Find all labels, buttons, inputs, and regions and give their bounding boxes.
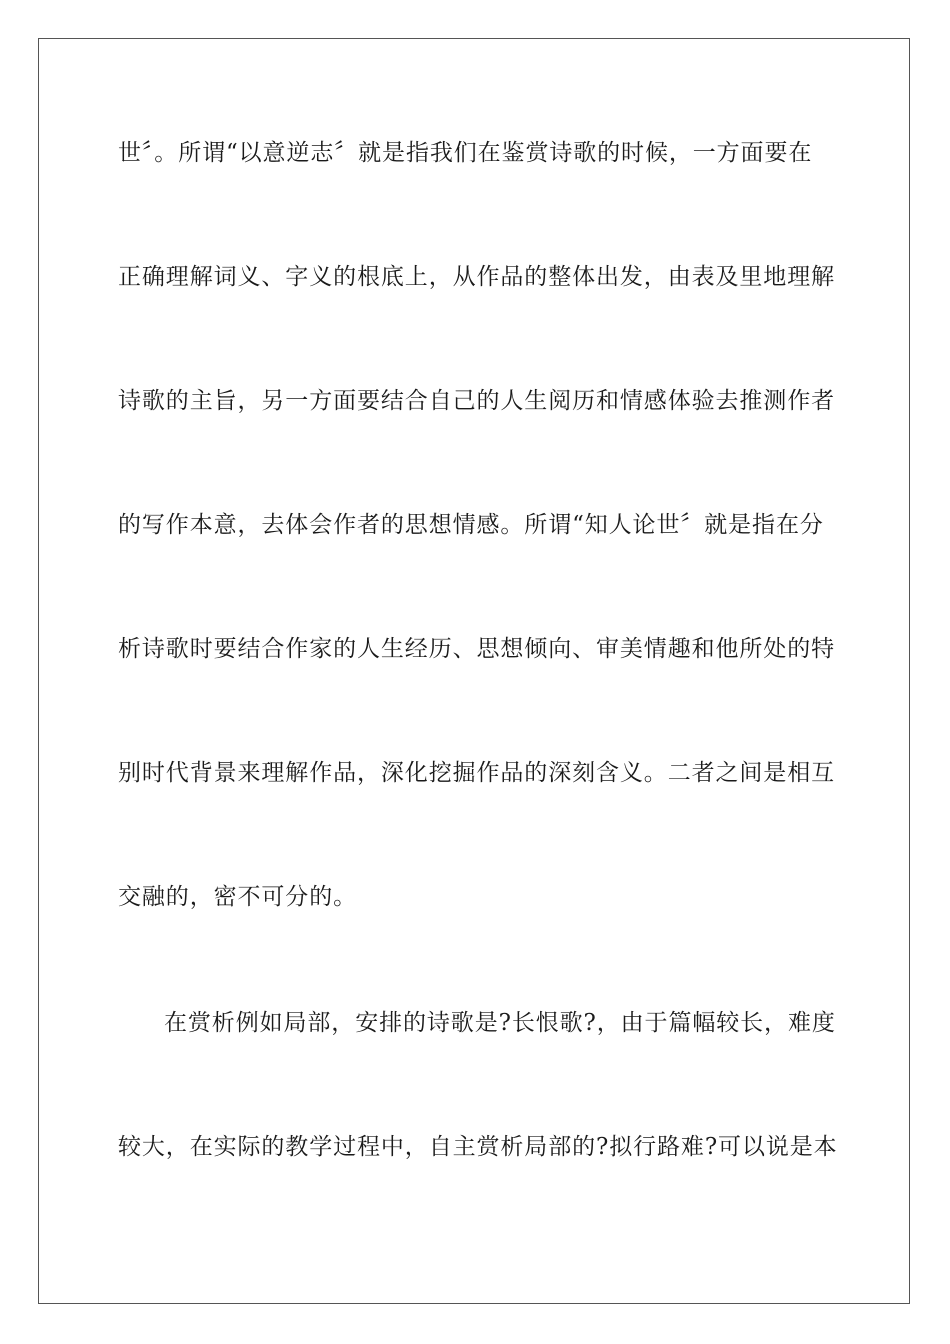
- paragraph-line: 世〞。所谓“以意逆志〞就是指我们在鉴赏诗歌的时候，一方面要在: [118, 140, 813, 166]
- paragraph-line: 较大，在实际的教学过程中，自主赏析局部的?拟行路难?可以说是本: [118, 1134, 838, 1160]
- paragraph-line: 析诗歌时要结合作家的人生经历、思想倾向、审美情趣和他所处的特: [118, 636, 835, 662]
- paragraph-line: 正确理解词义、字义的根底上，从作品的整体出发，由表及里地理解: [118, 264, 835, 290]
- paragraph-line-indented: 在赏析例如局部，安排的诗歌是?长恨歌?，由于篇幅较长，难度: [164, 1010, 836, 1036]
- paragraph-line: 交融的，密不可分的。: [118, 884, 357, 910]
- page-border: [38, 38, 910, 1304]
- paragraph-line: 诗歌的主旨，另一方面要结合自己的人生阅历和情感体验去推测作者: [118, 388, 835, 414]
- paragraph-line: 别时代背景来理解作品，深化挖掘作品的深刻含义。二者之间是相互: [118, 760, 835, 786]
- paragraph-line: 的写作本意，去体会作者的思想情感。所谓“知人论世〞就是指在分: [118, 512, 824, 538]
